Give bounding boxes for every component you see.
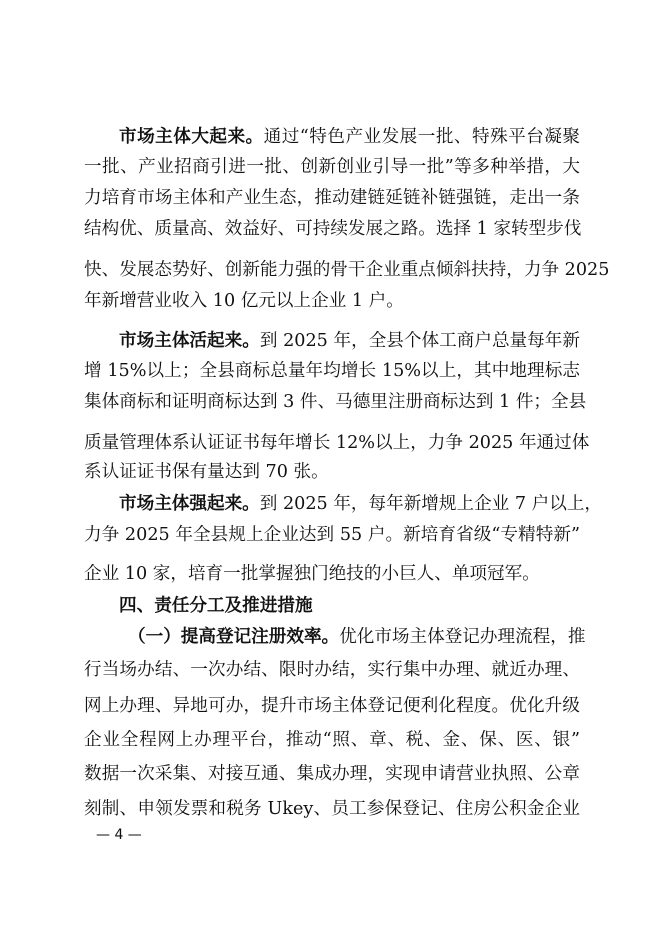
- paragraph-line: 刻制、申领发票和税务 Ukey、员工参保登记、住房公积金企业: [84, 799, 580, 819]
- chapter-heading: 四、责任分工及推进措施: [119, 595, 313, 616]
- paragraph-line: 行当场办结、一次办结、限时办结，实行集中办理、就近办理、: [84, 660, 580, 680]
- paragraph-line: 力培育市场主体和产业生态，推动建链延链补链强链，走出一条: [84, 188, 580, 208]
- section-heading-grow: 市场主体大起来。: [119, 126, 264, 147]
- paragraph-text: 到 2025 年，每年新增规上企业 7 户以上，: [259, 494, 603, 514]
- paragraph-market-entities-grow-line-1: [119, 122, 580, 152]
- paragraph-registration-efficiency-line-1: [128, 622, 586, 652]
- paragraph-text: 通过“特色产业发展一批、特殊平台凝聚: [263, 127, 580, 147]
- paragraph-market-entities-active-line-1: [119, 326, 580, 356]
- paragraph-text: 优化市场主体登记办理流程，推: [339, 627, 586, 647]
- paragraph-line: 系认证证书保有量达到 70 张。: [84, 462, 329, 482]
- subsection-heading: （一）提高登记注册效率。: [128, 626, 340, 647]
- section-heading-strong: 市场主体强起来。: [119, 493, 260, 514]
- paragraph-line: 快、发展态势好、创新能力强的骨干企业重点倾斜扶持，力争 2025: [84, 260, 610, 280]
- paragraph-line: 企业全程网上办理平台，推动“照、章、税、金、保、医、银”: [84, 730, 580, 750]
- paragraph-line: 数据一次采集、对接互通、集成办理，实现申请营业执照、公章: [84, 764, 580, 784]
- paragraph-line: 结构优、质量高、效益好、可持续发展之路。选择 1 家转型步伐: [84, 219, 582, 239]
- paragraph-line: 质量管理体系认证证书每年增长 12%以上，力争 2025 年通过体: [84, 433, 590, 453]
- paragraph-text: 到 2025 年，全县个体工商户总量每年新: [259, 331, 580, 351]
- paragraph-line: 一批、产业招商引进一批、创新创业引导一批”等多种举措，大: [84, 157, 580, 177]
- paragraph-line: 年新增营业收入 10 亿元以上企业 1 户。: [84, 291, 404, 311]
- paragraph-line: 力争 2025 年全县规上企业达到 55 户。新培育省级“专精特新”: [84, 525, 580, 545]
- paragraph-line: 网上办理、异地可办，提升市场主体登记便利化程度。优化升级: [84, 696, 580, 716]
- paragraph-line: 增 15%以上；全县商标总量年均增长 15%以上，其中地理标志: [84, 361, 580, 381]
- section-heading-active: 市场主体活起来。: [119, 330, 260, 351]
- page-number: — 4 —: [96, 827, 142, 843]
- paragraph-line: 企业 10 家，培育一批掌握独门绝技的小巨人、单项冠军。: [84, 564, 540, 584]
- paragraph-market-entities-strong-line-1: [119, 489, 603, 519]
- paragraph-line: 集体商标和证明商标达到 3 件、马德里注册商标达到 1 件；全县: [84, 392, 587, 412]
